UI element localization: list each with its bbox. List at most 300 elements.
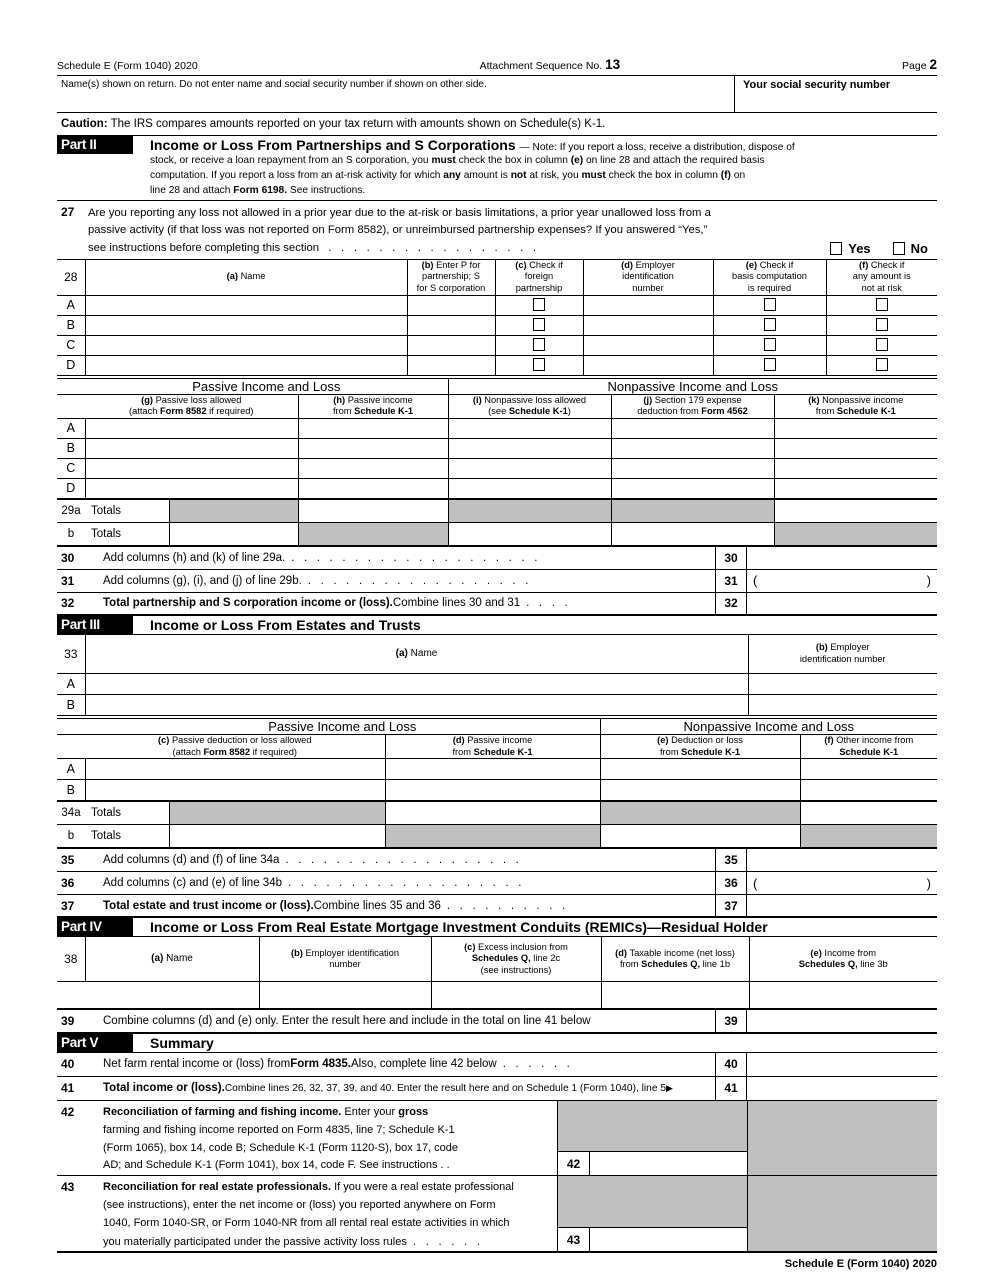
line-42-shaded-upper: [558, 1101, 747, 1152]
ssn-field[interactable]: [734, 76, 937, 112]
col-i-l2a: (see: [488, 406, 509, 417]
line-27-line2: passive activity (if that loss was not reported on Form 8582), or unreimbursed partnership expenses? If you answered “Yes,”: [88, 224, 708, 237]
line-27-line3: see instructions before completing this section: [88, 242, 320, 255]
line-28-b-type-cell[interactable]: [407, 315, 495, 335]
line-38-row-spacer: [57, 981, 85, 1008]
line-28-d-name-cell[interactable]: [85, 355, 407, 375]
row-c-col-j-cell[interactable]: [611, 458, 774, 478]
part-3-nonpassive-band: Nonpassive Income and Loss: [600, 719, 937, 735]
p3-col-f-header: [800, 735, 937, 759]
col-header-spacer: [57, 735, 85, 759]
pn4a: line 28 and attach: [150, 184, 234, 196]
pn3g: check the box in column: [605, 169, 721, 181]
line-29a-col-g-shaded: [169, 499, 298, 522]
p3-col-d-header: [385, 735, 600, 759]
line-28-a-type-cell[interactable]: [407, 295, 495, 315]
line-28-col-d-header: [583, 259, 713, 295]
part-2-note-lead: [520, 142, 795, 153]
line-31-box-number: 31: [715, 570, 747, 592]
line-28-c-atrisk-cell[interactable]: [826, 335, 937, 355]
p3-col-f-tag: (f): [824, 735, 834, 746]
page-number-value: 2: [929, 57, 937, 72]
line-30: [57, 546, 937, 569]
line-28-row-letter: B: [57, 315, 85, 335]
row-b-col-j-cell[interactable]: [611, 438, 774, 458]
line-35-box-number: 35: [715, 849, 747, 871]
p4-col-d-header: [601, 937, 749, 981]
names-shown-label: Name(s) shown on return. Do not enter name and social security number if shown on other side.: [61, 79, 487, 90]
p4-col-e-l2a: Schedules Q,: [798, 959, 858, 970]
p3-row-b-col-f-cell[interactable]: [800, 780, 937, 801]
line-27-text: [88, 205, 937, 258]
line-37-box-number: 37: [715, 895, 747, 916]
line-42-box-col: [557, 1101, 747, 1175]
p4-col-e-header: [749, 937, 937, 981]
line-30-value-field[interactable]: [747, 547, 937, 569]
row-a-col-j-cell[interactable]: [611, 418, 774, 438]
line-43-dots: . . . . . .: [412, 1235, 484, 1248]
part-2-passive-band: Passive Income and Loss: [85, 378, 448, 394]
col-i-tag: (i): [472, 394, 482, 405]
line-33-table: [57, 635, 937, 717]
line-34a-label: Totals: [85, 802, 169, 825]
pn3e: at risk, you: [526, 169, 582, 181]
table-row: [57, 418, 937, 438]
col-c-l3: partnership: [515, 282, 563, 293]
col-g-tag: (g): [141, 394, 153, 405]
pn3f: must: [581, 169, 606, 181]
line-28-d-foreign-cell[interactable]: [495, 355, 583, 375]
line-29a-number: 29a: [57, 499, 85, 522]
line-41-description-wrap: [88, 1077, 715, 1100]
p3-row-b-col-d-cell[interactable]: [385, 780, 600, 801]
row-letter: B: [57, 438, 85, 458]
col-j-l2b: Form 4562: [701, 406, 748, 417]
line-37-description-wrap: [88, 895, 715, 916]
line-28-number: 28: [57, 259, 85, 295]
line-43-entry-row: [558, 1228, 747, 1251]
line-34b-col-f-shaded: [800, 825, 937, 848]
line-34a-col-d-cell[interactable]: [385, 802, 600, 825]
line-41-desc-bold: Total income or (loss).: [103, 1082, 225, 1095]
names-shown-field[interactable]: [57, 76, 734, 112]
row-c-col-g-cell[interactable]: [85, 458, 298, 478]
foreign-partnership-checkbox[interactable]: [533, 338, 545, 351]
col-k-l1: Nonpassive income: [822, 394, 904, 405]
col-i-l2b: Schedule K-1: [508, 406, 568, 417]
line-35-dots: . . . . . . . . . . . . . . . . . . .: [285, 854, 523, 867]
line-27-line1: Are you reporting any loss not allowed in a prior year due to the at-risk or basis limitations, a prior year unallowed loss from a: [88, 207, 711, 220]
p3-col-e-l2b: Schedule K-1: [681, 746, 741, 757]
col-g-l2b: Form 8582: [159, 406, 207, 417]
line-42-line1: [103, 1104, 553, 1122]
line-28-b-atrisk-cell[interactable]: [826, 315, 937, 335]
line-43-line2: (see instructions), enter the net income or (loss) you reported anywhere on Form: [103, 1199, 496, 1212]
p4-col-e-l1: Income from: [824, 947, 877, 958]
line-40: [57, 1053, 937, 1077]
line-38-table: [57, 937, 937, 1009]
p4-col-d-tag: (d): [615, 947, 628, 958]
line-34a-col-c-shaded: [169, 802, 385, 825]
line-29a-col-i-shaded: [448, 499, 611, 522]
foreign-partnership-checkbox[interactable]: [533, 358, 545, 371]
not-at-risk-checkbox[interactable]: [876, 338, 888, 351]
line-33-b-name-cell[interactable]: [85, 695, 748, 716]
page-footer: Schedule E (Form 1040) 2020: [784, 1258, 937, 1271]
line-42-value-field[interactable]: [590, 1152, 747, 1175]
line-36: [57, 871, 937, 894]
line-42-number: 42: [61, 1104, 75, 1119]
line-41: [57, 1077, 937, 1101]
line-33-a-name-cell[interactable]: [85, 674, 748, 695]
col-b-tag: (b): [421, 259, 434, 270]
p3-col-e-l2a: from: [659, 746, 682, 757]
line-34b-col-c-cell[interactable]: [169, 825, 385, 848]
line-29-totals-table: [57, 499, 937, 546]
col-e-l3: is required: [747, 282, 792, 293]
col-h-header: [298, 394, 448, 418]
col-i-header: [448, 394, 611, 418]
line-35-description-wrap: [88, 849, 715, 871]
row-a-col-i-cell[interactable]: [448, 418, 611, 438]
part-2-title-wrap: [133, 136, 937, 154]
part-3-income-table: [57, 718, 937, 801]
line-28-col-a-header: [85, 259, 407, 295]
p3-row-a-col-f-cell[interactable]: [800, 759, 937, 780]
line-29a-col-k-cell[interactable]: [774, 499, 937, 522]
line-31-paren-close: ): [926, 573, 931, 589]
line-28-c-foreign-cell[interactable]: [495, 335, 583, 355]
col-f-l2: any amount is: [852, 271, 911, 282]
line-28-d-ein-cell[interactable]: [583, 355, 713, 375]
line-36-paren-open: (: [753, 875, 758, 891]
part-5-title: Summary: [150, 1034, 214, 1051]
p3-row-a-col-e-cell[interactable]: [600, 759, 800, 780]
basis-computation-checkbox[interactable]: [764, 338, 776, 351]
p3-col-f-l2b: Schedule K-1: [839, 746, 899, 757]
line-28-c-type-cell[interactable]: [407, 335, 495, 355]
row-c-col-k-cell[interactable]: [774, 458, 937, 478]
line-37-value-field[interactable]: [747, 895, 937, 916]
line-29b-col-i-cell[interactable]: [448, 522, 611, 545]
line-35-value-field[interactable]: [747, 849, 937, 871]
table-row: [57, 295, 937, 315]
l42-g: gross: [398, 1105, 429, 1118]
part-3-tag: Part III: [57, 616, 133, 634]
line-40-value-field[interactable]: [747, 1053, 937, 1076]
basis-computation-checkbox[interactable]: [764, 298, 776, 311]
line-43-body: [88, 1176, 557, 1251]
line-39-value-field[interactable]: [747, 1010, 937, 1032]
row-b-col-g-cell[interactable]: [85, 438, 298, 458]
line-31-dots: . . . . . . . . . . . . . . . . . .: [307, 574, 532, 587]
line-28-a-basis-cell[interactable]: [713, 295, 826, 315]
line-32-value-field[interactable]: [747, 593, 937, 614]
row-b-col-i-cell[interactable]: [448, 438, 611, 458]
foreign-partnership-checkbox[interactable]: [533, 298, 545, 311]
line-34b-label: Totals: [85, 825, 169, 848]
row-c-col-i-cell[interactable]: [448, 458, 611, 478]
line-28-b-name-cell[interactable]: [85, 315, 407, 335]
l43-r: If you were a real estate professional: [331, 1181, 514, 1194]
line-34a-col-e-shaded: [600, 802, 800, 825]
row-letter: A: [57, 759, 85, 780]
line-37-description: Combine lines 35 and 36: [313, 899, 441, 912]
not-at-risk-checkbox[interactable]: [876, 318, 888, 331]
p3-col-e-tag: (e): [657, 735, 669, 746]
col-c-l1: Check if: [529, 259, 563, 270]
col-b-l1: Enter P for: [436, 259, 481, 270]
table-row: [57, 674, 937, 695]
attachment-sequence: [480, 57, 621, 72]
p3-row-a-col-d-cell[interactable]: [385, 759, 600, 780]
pn3a: computation. If you report a loss from an at-risk activity for which: [150, 169, 444, 181]
not-at-risk-checkbox[interactable]: [876, 358, 888, 371]
line-28-d-basis-cell[interactable]: [713, 355, 826, 375]
line-43-line4-wrap: [103, 1233, 553, 1252]
row-letter: B: [57, 780, 85, 801]
col-header-spacer: [57, 394, 85, 418]
p3-col-d-tag: (d): [452, 735, 465, 746]
part-2-note-body: [57, 154, 937, 200]
line-28-d-atrisk-cell[interactable]: [826, 355, 937, 375]
part-2-banner: [57, 135, 937, 154]
pn3h: (f): [720, 169, 731, 181]
line-28-a-name-cell[interactable]: [85, 295, 407, 315]
line-29b-col-g-cell[interactable]: [169, 522, 298, 545]
page-header: [57, 57, 937, 75]
pn3i: on: [730, 169, 746, 181]
p3-row-b-col-c-cell[interactable]: [85, 780, 385, 801]
l43-b: Reconciliation for real estate professionals.: [103, 1181, 332, 1194]
line-28-b-basis-cell[interactable]: [713, 315, 826, 335]
table-row: [57, 780, 937, 801]
line-27-no-label: No: [910, 241, 928, 257]
line-43-shaded-upper: [558, 1176, 747, 1228]
row-d-col-h-cell[interactable]: [298, 478, 448, 498]
line-37-number: 37: [61, 898, 75, 913]
line-42: [57, 1101, 937, 1175]
line-40-desc-c: Also, complete line 42 below: [350, 1058, 497, 1071]
col-b-l3: for S corporation: [416, 282, 486, 293]
band-spacer: [57, 378, 85, 394]
line-28-row-letter: A: [57, 295, 85, 315]
line-30-description-wrap: [88, 547, 715, 569]
line-42-shaded-right: [747, 1101, 937, 1175]
part-3-banner: [57, 615, 937, 635]
pn2a: stock, or receive a loan repayment from an S corporation, you: [150, 155, 432, 166]
p4-col-e-tag: (e): [810, 947, 822, 958]
line-29b-col-k-shaded: [774, 522, 937, 545]
line-34b-number: b: [57, 825, 85, 848]
col-g-l2a: (attach: [128, 406, 160, 417]
line-29a-label: Totals: [85, 499, 169, 522]
col-c-tag: (c): [515, 259, 527, 270]
line-38-number: 38: [57, 937, 85, 981]
row-d-col-k-cell[interactable]: [774, 478, 937, 498]
p3-row-b-col-e-cell[interactable]: [600, 780, 800, 801]
row-d-col-g-cell[interactable]: [85, 478, 298, 498]
line-36-paren-close: ): [926, 875, 931, 891]
line-28-c-ein-cell[interactable]: [583, 335, 713, 355]
line-28-b-ein-cell[interactable]: [583, 315, 713, 335]
line-31-value-field[interactable]: [747, 570, 937, 592]
line-42-left: [57, 1101, 557, 1175]
table-row: [57, 315, 937, 335]
line-38-taxable-cell[interactable]: [601, 981, 749, 1008]
part-2-note-line4: [150, 184, 937, 199]
part-2-note-line3: [150, 169, 937, 184]
line-41-box-number: 41: [715, 1077, 747, 1100]
line-28-table: [57, 259, 937, 376]
part-3-title: Income or Loss From Estates and Trusts: [150, 616, 421, 633]
col-h-l2a: from: [332, 406, 355, 417]
line-33-a-ein-cell[interactable]: [748, 674, 937, 695]
p3-col-d-l1: Passive income: [467, 735, 533, 746]
line-34a-col-f-cell[interactable]: [800, 802, 937, 825]
line-31-description-wrap: [88, 570, 715, 592]
line-40-dots: . . . . . .: [502, 1058, 574, 1071]
pn2c: check the box in column: [455, 155, 571, 166]
col-a-tag: (a): [226, 271, 238, 282]
p3-row-a-col-c-cell[interactable]: [85, 759, 385, 780]
p3-col-d-l2a: from: [452, 746, 474, 757]
p3-col-c-l2c: if required): [250, 746, 298, 757]
line-37-description-bold: Total estate and trust income or (loss).: [103, 899, 314, 912]
line-28-c-basis-cell[interactable]: [713, 335, 826, 355]
row-d-col-i-cell[interactable]: [448, 478, 611, 498]
line-28-a-atrisk-cell[interactable]: [826, 295, 937, 315]
line-29b-col-j-cell[interactable]: [611, 522, 774, 545]
p4-col-c-header: [431, 937, 601, 981]
line-36-value-field[interactable]: [747, 872, 937, 894]
line-43-left: [57, 1176, 557, 1251]
line-33-row-letter: B: [57, 695, 85, 716]
line-33-b-ein-cell[interactable]: [748, 695, 937, 716]
line-28-c-name-cell[interactable]: [85, 335, 407, 355]
p4-col-b-l1: Employer identification: [305, 947, 399, 958]
page-number: [902, 57, 937, 72]
line-36-dots: . . . . . . . . . . . . . . . . . . .: [287, 877, 525, 890]
line-27-no-checkbox[interactable]: [893, 242, 905, 255]
line-38-excess-cell[interactable]: [431, 981, 601, 1008]
pn2e: on line 28 and attach the required basis: [583, 155, 765, 166]
line-28-col-e-header: [713, 259, 826, 295]
line-30-dots: . . . . . . . . . . . . . . . . . . . .: [291, 551, 541, 564]
line-43-value-field[interactable]: [590, 1228, 747, 1251]
attachment-sequence-label: Attachment Sequence No.: [479, 60, 603, 72]
band-spacer: [57, 719, 85, 735]
line-39: [57, 1009, 937, 1033]
form-title: Schedule E (Form 1040) 2020: [57, 60, 198, 72]
table-row: [57, 335, 937, 355]
basis-computation-checkbox[interactable]: [764, 318, 776, 331]
line-28-a-ein-cell[interactable]: [583, 295, 713, 315]
not-at-risk-checkbox[interactable]: [876, 298, 888, 311]
part-2-note-line1: If you report a loss, receive a distribution, dispose of: [559, 142, 795, 153]
line-33-col-b-header: [748, 635, 937, 674]
p4-col-a-tag: (a): [151, 952, 164, 964]
part-2-note-line2: [150, 154, 937, 169]
line-38-income-cell[interactable]: [749, 981, 937, 1008]
line-27-dots: . . . . . . . . . . . . . . . . .: [328, 242, 540, 255]
line-29b-label: Totals: [85, 522, 169, 545]
line-30-description: Add columns (h) and (k) of line 29a.: [103, 551, 286, 564]
page-label: Page: [902, 60, 927, 72]
line-32-description-wrap: [88, 593, 715, 614]
line-37-dots: . . . . . . . . . .: [446, 899, 569, 912]
line-41-value-field[interactable]: [747, 1077, 937, 1100]
part-5-banner: [57, 1033, 937, 1053]
line-28-row-letter: D: [57, 355, 85, 375]
col-j-l2a: deduction from: [637, 406, 702, 417]
line-32: [57, 592, 937, 615]
row-a-col-g-cell[interactable]: [85, 418, 298, 438]
line-34b-col-e-cell[interactable]: [600, 825, 800, 848]
col-j-tag: (j): [643, 394, 653, 405]
line-36-description: Add columns (c) and (e) of line 34b: [103, 877, 282, 890]
foreign-partnership-checkbox[interactable]: [533, 318, 545, 331]
p3-col-c-l2a: (attach: [172, 746, 204, 757]
line-30-box-number: 30: [715, 547, 747, 569]
line-39-number: 39: [61, 1013, 75, 1028]
p4-col-c-l2a: Schedules Q,: [471, 953, 531, 964]
col-k-tag: (k): [808, 394, 820, 405]
line-28-d-type-cell[interactable]: [407, 355, 495, 375]
line-43-text-block: [57, 1176, 557, 1251]
line-36-description-wrap: [88, 872, 715, 894]
row-letter: A: [57, 418, 85, 438]
row-b-col-h-cell[interactable]: [298, 438, 448, 458]
line-38-name-cell[interactable]: [85, 981, 259, 1008]
row-d-col-j-cell[interactable]: [611, 478, 774, 498]
l42-b: Reconciliation of farming and fishing income.: [103, 1105, 342, 1118]
line-31-description: Add columns (g), (i), and (j) of line 29b.: [103, 574, 302, 587]
p4-col-c-l1: Excess inclusion from: [478, 941, 568, 952]
col-d-l1: Employer: [635, 259, 675, 270]
line-27-yes-no-group: [830, 239, 937, 259]
line-36-box-number: 36: [715, 872, 747, 894]
part-4-banner: [57, 917, 937, 937]
line-35: [57, 848, 937, 871]
line-35-description: Add columns (d) and (f) of line 34a: [103, 854, 280, 867]
caution-text: The IRS compares amounts reported on your tax return with amounts shown on Schedule(s) K-1.: [110, 118, 606, 130]
p3-col-c-l1: Passive deduction or loss allowed: [171, 735, 312, 746]
line-32-box-number: 32: [715, 593, 747, 614]
line-29a-col-h-cell[interactable]: [298, 499, 448, 522]
line-27-yes-checkbox[interactable]: [830, 242, 842, 255]
col-g-l1: Passive loss allowed: [155, 394, 242, 405]
line-43-shaded-right: [747, 1176, 937, 1251]
row-b-col-k-cell[interactable]: [774, 438, 937, 458]
basis-computation-checkbox[interactable]: [764, 358, 776, 371]
form-page: [57, 57, 937, 1270]
line-28-b-foreign-cell[interactable]: [495, 315, 583, 335]
row-a-col-k-cell[interactable]: [774, 418, 937, 438]
line-38-ein-cell[interactable]: [259, 981, 431, 1008]
row-c-col-h-cell[interactable]: [298, 458, 448, 478]
row-a-col-h-cell[interactable]: [298, 418, 448, 438]
part-2-nonpassive-band: Nonpassive Income and Loss: [448, 378, 937, 394]
line-28-a-foreign-cell[interactable]: [495, 295, 583, 315]
part-3-passive-band: Passive Income and Loss: [85, 719, 600, 735]
col-i-l1: Nonpassive loss allowed: [484, 394, 587, 405]
part-2-note-dash: — Note:: [519, 142, 557, 153]
col-e-tag: (e): [745, 259, 758, 270]
line-41-number: 41: [61, 1081, 75, 1096]
pn2b: must: [431, 155, 456, 166]
p4-col-d-l2c: line 1b: [700, 959, 731, 970]
